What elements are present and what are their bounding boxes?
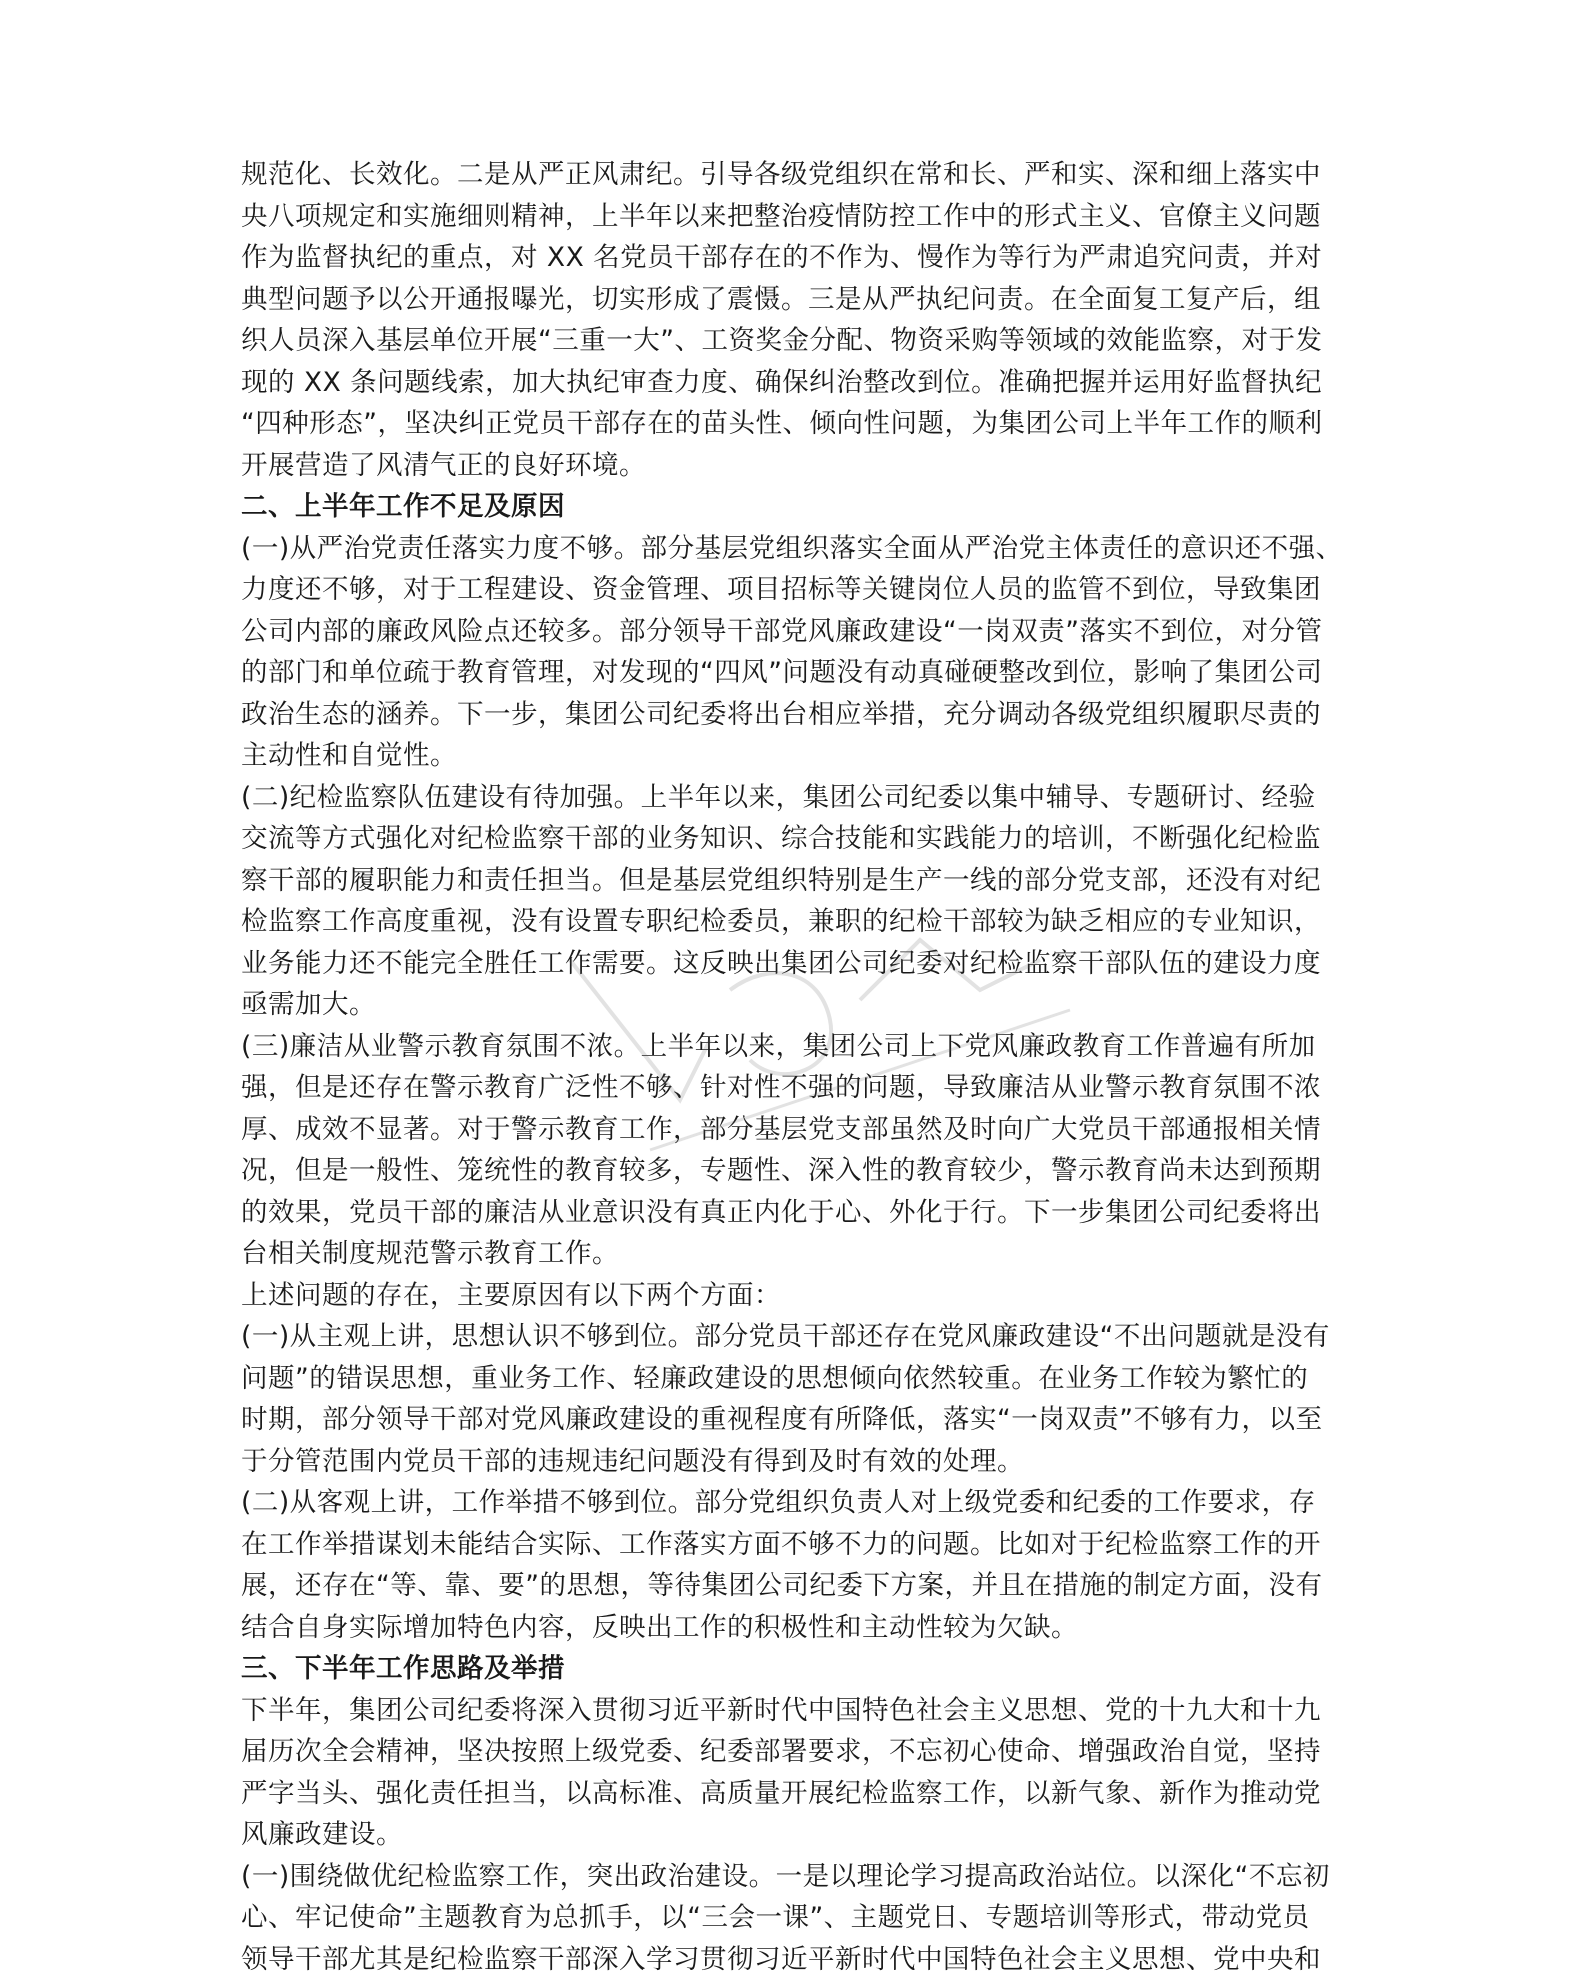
- paragraph-line: 亟需加大。: [241, 989, 376, 1020]
- paragraph-line: 察干部的履职能力和责任担当。但是基层党组织特别是生产一线的部分党支部，还没有对纪: [241, 864, 1321, 896]
- paragraph-line: 的部门和单位疏于教育管理，对发现的“四风”问题没有动真碰硬整改到位，影响了集团公司: [241, 657, 1323, 688]
- paragraph-line: 公司内部的廉政风险点还较多。部分领导干部党风廉政建设“一岗双责”落实不到位，对分管: [241, 615, 1323, 647]
- paragraph-line: 央八项规定和实施细则精神，上半年以来把整治疫情防控工作中的形式主义、官僚主义问题: [241, 200, 1321, 232]
- paragraph-line: 开展营造了风清气正的良好环境。: [241, 449, 646, 481]
- paragraph-line: (三)廉洁从业警示教育氛围不浓。上半年以来，集团公司上下党风廉政教育工作普遍有所加: [241, 1030, 1316, 1062]
- paragraph-line: 于分管范围内党员干部的违规违纪问题没有得到及时有效的处理。: [241, 1445, 1024, 1477]
- paragraph-line: 的效果，党员干部的廉洁从业意识没有真正内化于心、外化于行。下一步集团公司纪委将出: [241, 1196, 1321, 1228]
- paragraph-line: 况，但是一般性、笼统性的教育较多，专题性、深入性的教育较少，警示教育尚未达到预期: [241, 1155, 1321, 1186]
- paragraph-line: 交流等方式强化对纪检监察干部的业务知识、综合技能和实践能力的培训，不断强化纪检监: [241, 823, 1321, 854]
- paragraph-line: (二)纪检监察队伍建设有待加强。上半年以来，集团公司纪委以集中辅导、专题研讨、经验: [241, 781, 1316, 813]
- paragraph-line: 强，但是还存在警示教育广泛性不够、针对性不强的问题，导致廉洁从业警示教育氛围不浓: [241, 1072, 1321, 1103]
- paragraph-line: 心、牢记使命”主题教育为总抓手，以“三会一课”、主题党日、专题培训等形式，带动党员: [241, 1902, 1310, 1933]
- paragraph-line: (一)从主观上讲，思想认识不够到位。部分党员干部还存在党风廉政建设“不出问题就是没有: [241, 1321, 1330, 1352]
- paragraph-line: 问题”的错误思想，重业务工作、轻廉政建设的思想倾向依然较重。在业务工作较为繁忙的: [241, 1362, 1309, 1394]
- paragraph-line: 严字当头、强化责任担当，以高标准、高质量开展纪检监察工作，以新气象、新作为推动党: [241, 1777, 1321, 1809]
- paragraph-line: 主动性和自觉性。: [241, 740, 457, 771]
- paragraph-line: 下半年，集团公司纪委将深入贯彻习近平新时代中国特色社会主义思想、党的十九大和十九: [241, 1694, 1321, 1726]
- paragraph-line: 规范化、长效化。二是从严正风肃纪。引导各级党组织在常和长、严和实、深和细上落实中: [241, 159, 1321, 190]
- paragraph-line: 政治生态的涵养。下一步，集团公司纪委将出台相应举措，充分调动各级党组织履职尽责的: [241, 698, 1321, 730]
- document-body: [241, 154, 1351, 1980]
- paragraph-line: “四种形态”，坚决纠正党员干部存在的苗头性、倾向性问题，为集团公司上半年工作的顺利: [241, 408, 1323, 439]
- paragraph-line: 结合自身实际增加特色内容，反映出工作的积极性和主动性较为欠缺。: [241, 1611, 1078, 1643]
- section-heading: 三、下半年工作思路及举措: [241, 1653, 565, 1684]
- paragraph-line: 业务能力还不能完全胜任工作需要。这反映出集团公司纪委对纪检监察干部队伍的建设力度: [241, 947, 1321, 979]
- paragraph-line: 风廉政建设。: [241, 1819, 403, 1850]
- paragraph-line: 领导干部尤其是纪检监察干部深入学习贯彻习近平新时代中国特色社会主义思想、党中央和: [241, 1943, 1321, 1975]
- paragraph-line: 检监察工作高度重视，没有设置专职纪检委员，兼职的纪检干部较为缺乏相应的专业知识，: [241, 906, 1321, 937]
- paragraph-line: 在工作举措谋划未能结合实际、工作落实方面不够不力的问题。比如对于纪检监察工作的开: [241, 1528, 1321, 1560]
- paragraph-line: (二)从客观上讲，工作举措不够到位。部分党组织负责人对上级党委和纪委的工作要求，存: [241, 1487, 1316, 1518]
- paragraph-line: 台相关制度规范警示教育工作。: [241, 1238, 619, 1269]
- paragraph-line: 力度还不够，对于工程建设、资金管理、项目招标等关键岗位人员的监管不到位，导致集团: [241, 574, 1321, 605]
- paragraph-line: 典型问题予以公开通报曝光，切实形成了震慑。三是从严执纪问责。在全面复工复产后，组: [241, 283, 1321, 315]
- paragraph-line: (一)围绕做优纪检监察工作，突出政治建设。一是以理论学习提高政治站位。以深化“不忘初: [241, 1860, 1330, 1892]
- paragraph-line: 时期，部分领导干部对党风廉政建设的重视程度有所降低，落实“一岗双责”不够有力，以至: [241, 1404, 1323, 1435]
- paragraph-line: 织人员深入基层单位开展“三重一大”、工资奖金分配、物资采购等领域的效能监察，对于发: [241, 325, 1323, 356]
- paragraph-line: 展，还存在“等、靠、要”的思想，等待集团公司纪委下方案，并且在措施的制定方面，没有: [241, 1570, 1323, 1601]
- paragraph-line: 现的 XX 条问题线索，加大执纪审查力度、确保纠治整改到位。准确把握并运用好监督执纪: [241, 366, 1323, 398]
- paragraph-line: 上述问题的存在，主要原因有以下两个方面：: [241, 1279, 781, 1311]
- paragraph-line: 届历次全会精神，坚决按照上级党委、纪委部署要求，不忘初心使命、增强政治自觉，坚持: [241, 1736, 1321, 1767]
- paragraph-line: 作为监督执纪的重点，对 XX 名党员干部存在的不作为、慢作为等行为严肃追究问责，并对: [241, 242, 1323, 273]
- section-heading: 二、上半年工作不足及原因: [241, 491, 565, 522]
- paragraph-line: (一)从严治党责任落实力度不够。部分基层党组织落实全面从严治党主体责任的意识还不强、: [241, 532, 1343, 564]
- paragraph-line: 厚、成效不显著。对于警示教育工作，部分基层党支部虽然及时向广大党员干部通报相关情: [241, 1113, 1321, 1145]
